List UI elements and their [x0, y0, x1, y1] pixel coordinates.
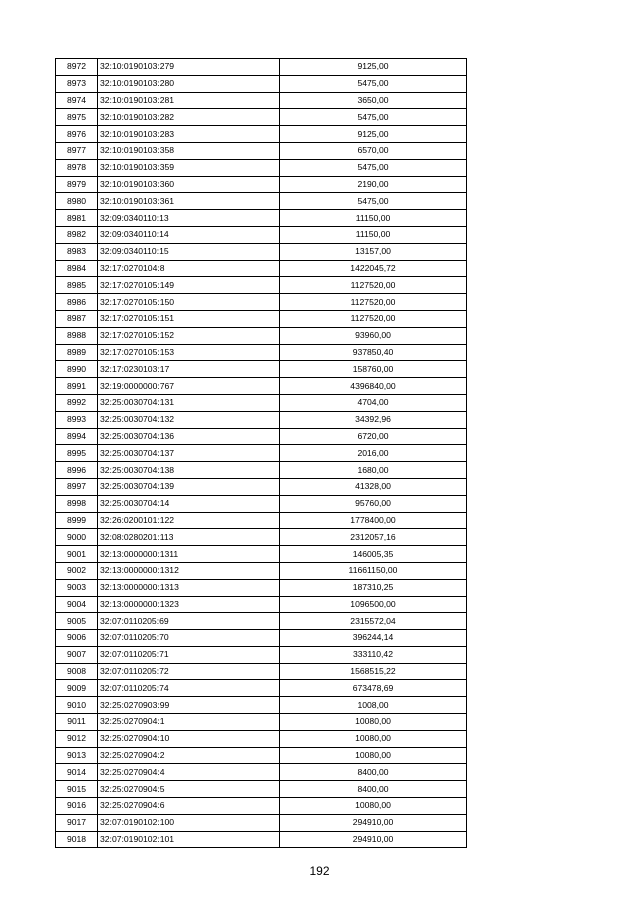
table-row [56, 613, 467, 630]
value-cell: 1422045,72 [280, 260, 467, 277]
cadastral-number-cell: 32:17:0270105:150 [98, 294, 280, 311]
cadastral-number-cell: 32:10:0190103:281 [98, 92, 280, 109]
row-number-cell: 9011 [56, 714, 98, 731]
row-number-cell: 8986 [56, 294, 98, 311]
value-cell: 11150,00 [280, 210, 467, 227]
cadastral-number-cell: 32:07:0110205:70 [98, 630, 280, 647]
row-number-cell: 8980 [56, 193, 98, 210]
row-number-cell: 8978 [56, 159, 98, 176]
table-row [56, 394, 467, 411]
value-cell: 4704,00 [280, 394, 467, 411]
cadastral-number-cell: 32:25:0270904:10 [98, 730, 280, 747]
row-number-cell: 8972 [56, 59, 98, 76]
value-cell: 95760,00 [280, 495, 467, 512]
value-cell: 41328,00 [280, 478, 467, 495]
value-cell: 6570,00 [280, 142, 467, 159]
data-table [55, 58, 467, 848]
value-cell: 187310,25 [280, 579, 467, 596]
row-number-cell: 8988 [56, 327, 98, 344]
table-row [56, 243, 467, 260]
row-number-cell: 9015 [56, 781, 98, 798]
value-cell: 396244,14 [280, 630, 467, 647]
value-cell: 1680,00 [280, 462, 467, 479]
value-cell: 9125,00 [280, 126, 467, 143]
table-row [56, 546, 467, 563]
table-row [56, 529, 467, 546]
cadastral-number-cell: 32:09:0340110:13 [98, 210, 280, 227]
row-number-cell: 9007 [56, 646, 98, 663]
row-number-cell: 8993 [56, 411, 98, 428]
value-cell: 6720,00 [280, 428, 467, 445]
table-row [56, 445, 467, 462]
value-cell: 333110,42 [280, 646, 467, 663]
table-body [56, 59, 467, 848]
cadastral-number-cell: 32:25:0030704:138 [98, 462, 280, 479]
table-row [56, 92, 467, 109]
row-number-cell: 9002 [56, 562, 98, 579]
table-row [56, 798, 467, 815]
value-cell: 3650,00 [280, 92, 467, 109]
table-row [56, 260, 467, 277]
table-row [56, 714, 467, 731]
row-number-cell: 9018 [56, 831, 98, 848]
value-cell: 1568515,22 [280, 663, 467, 680]
cadastral-number-cell: 32:10:0190103:283 [98, 126, 280, 143]
row-number-cell: 8990 [56, 361, 98, 378]
cadastral-number-cell: 32:07:0190102:100 [98, 814, 280, 831]
row-number-cell: 8979 [56, 176, 98, 193]
value-cell: 11150,00 [280, 226, 467, 243]
value-cell: 5475,00 [280, 109, 467, 126]
cadastral-number-cell: 32:07:0110205:72 [98, 663, 280, 680]
cadastral-number-cell: 32:10:0190103:280 [98, 75, 280, 92]
cadastral-number-cell: 32:17:0270105:152 [98, 327, 280, 344]
table-row [56, 159, 467, 176]
cadastral-number-cell: 32:13:0000000:1312 [98, 562, 280, 579]
table-row [56, 193, 467, 210]
row-number-cell: 8987 [56, 310, 98, 327]
row-number-cell: 9008 [56, 663, 98, 680]
row-number-cell: 9001 [56, 546, 98, 563]
cadastral-number-cell: 32:10:0190103:359 [98, 159, 280, 176]
table-row [56, 411, 467, 428]
table-row [56, 176, 467, 193]
table-row [56, 646, 467, 663]
table-row [56, 428, 467, 445]
value-cell: 1096500,00 [280, 596, 467, 613]
value-cell: 673478,69 [280, 680, 467, 697]
value-cell: 294910,00 [280, 831, 467, 848]
cadastral-number-cell: 32:10:0190103:361 [98, 193, 280, 210]
cadastral-number-cell: 32:25:0270904:2 [98, 747, 280, 764]
row-number-cell: 8985 [56, 277, 98, 294]
table-row [56, 562, 467, 579]
cadastral-number-cell: 32:19:0000000:767 [98, 378, 280, 395]
value-cell: 4396840,00 [280, 378, 467, 395]
value-cell: 5475,00 [280, 75, 467, 92]
row-number-cell: 9013 [56, 747, 98, 764]
table-row [56, 142, 467, 159]
row-number-cell: 8973 [56, 75, 98, 92]
row-number-cell: 9009 [56, 680, 98, 697]
value-cell: 1127520,00 [280, 310, 467, 327]
table-row [56, 277, 467, 294]
cadastral-number-cell: 32:17:0270104:8 [98, 260, 280, 277]
cadastral-number-cell: 32:07:0110205:71 [98, 646, 280, 663]
value-cell: 1127520,00 [280, 294, 467, 311]
table-row [56, 210, 467, 227]
cadastral-number-cell: 32:07:0110205:69 [98, 613, 280, 630]
value-cell: 9125,00 [280, 59, 467, 76]
cadastral-number-cell: 32:13:0000000:1311 [98, 546, 280, 563]
cadastral-number-cell: 32:25:0030704:14 [98, 495, 280, 512]
cadastral-number-cell: 32:25:0030704:137 [98, 445, 280, 462]
table-row [56, 747, 467, 764]
table-row [56, 781, 467, 798]
table-row [56, 579, 467, 596]
cadastral-number-cell: 32:25:0270904:4 [98, 764, 280, 781]
cadastral-number-cell: 32:07:0110205:74 [98, 680, 280, 697]
value-cell: 13157,00 [280, 243, 467, 260]
value-cell: 5475,00 [280, 159, 467, 176]
table-row [56, 730, 467, 747]
table-row [56, 59, 467, 76]
cadastral-number-cell: 32:25:0270904:5 [98, 781, 280, 798]
row-number-cell: 8981 [56, 210, 98, 227]
row-number-cell: 8996 [56, 462, 98, 479]
cadastral-number-cell: 32:13:0000000:1323 [98, 596, 280, 613]
value-cell: 2312057,16 [280, 529, 467, 546]
row-number-cell: 9003 [56, 579, 98, 596]
cadastral-number-cell: 32:10:0190103:282 [98, 109, 280, 126]
cadastral-number-cell: 32:17:0270105:153 [98, 344, 280, 361]
value-cell: 158760,00 [280, 361, 467, 378]
value-cell: 294910,00 [280, 814, 467, 831]
value-cell: 93960,00 [280, 327, 467, 344]
cadastral-number-cell: 32:17:0270105:149 [98, 277, 280, 294]
table-row [56, 512, 467, 529]
row-number-cell: 8983 [56, 243, 98, 260]
cadastral-number-cell: 32:25:0270903:99 [98, 697, 280, 714]
row-number-cell: 9017 [56, 814, 98, 831]
table-row [56, 378, 467, 395]
value-cell: 2190,00 [280, 176, 467, 193]
row-number-cell: 8974 [56, 92, 98, 109]
row-number-cell: 9006 [56, 630, 98, 647]
table-row [56, 764, 467, 781]
value-cell: 2315572,04 [280, 613, 467, 630]
value-cell: 146005,35 [280, 546, 467, 563]
cadastral-number-cell: 32:09:0340110:15 [98, 243, 280, 260]
cadastral-number-cell: 32:10:0190103:358 [98, 142, 280, 159]
value-cell: 2016,00 [280, 445, 467, 462]
value-cell: 1778400,00 [280, 512, 467, 529]
row-number-cell: 9010 [56, 697, 98, 714]
table-row [56, 344, 467, 361]
row-number-cell: 8999 [56, 512, 98, 529]
row-number-cell: 8982 [56, 226, 98, 243]
cadastral-number-cell: 32:08:0280201:113 [98, 529, 280, 546]
cadastral-number-cell: 32:10:0190103:360 [98, 176, 280, 193]
table-row [56, 126, 467, 143]
table-row [56, 226, 467, 243]
table-row [56, 109, 467, 126]
row-number-cell: 8997 [56, 478, 98, 495]
row-number-cell: 8992 [56, 394, 98, 411]
cadastral-number-cell: 32:09:0340110:14 [98, 226, 280, 243]
value-cell: 1127520,00 [280, 277, 467, 294]
row-number-cell: 8975 [56, 109, 98, 126]
value-cell: 10080,00 [280, 747, 467, 764]
value-cell: 34392,96 [280, 411, 467, 428]
value-cell: 8400,00 [280, 781, 467, 798]
value-cell: 10080,00 [280, 798, 467, 815]
table-row [56, 630, 467, 647]
table-row [56, 495, 467, 512]
cadastral-number-cell: 32:26:0200101:122 [98, 512, 280, 529]
row-number-cell: 8976 [56, 126, 98, 143]
cadastral-number-cell: 32:25:0030704:132 [98, 411, 280, 428]
cadastral-number-cell: 32:17:0270105:151 [98, 310, 280, 327]
row-number-cell: 9016 [56, 798, 98, 815]
cadastral-number-cell: 32:25:0030704:136 [98, 428, 280, 445]
row-number-cell: 9014 [56, 764, 98, 781]
row-number-cell: 9005 [56, 613, 98, 630]
table-row [56, 478, 467, 495]
table-row [56, 663, 467, 680]
row-number-cell: 9012 [56, 730, 98, 747]
row-number-cell: 8977 [56, 142, 98, 159]
value-cell: 1008,00 [280, 697, 467, 714]
row-number-cell: 8991 [56, 378, 98, 395]
row-number-cell: 8984 [56, 260, 98, 277]
table-row [56, 680, 467, 697]
table-row [56, 697, 467, 714]
table-row [56, 294, 467, 311]
row-number-cell: 8989 [56, 344, 98, 361]
cadastral-number-cell: 32:25:0030704:131 [98, 394, 280, 411]
table-row [56, 327, 467, 344]
table-row [56, 814, 467, 831]
row-number-cell: 8994 [56, 428, 98, 445]
value-cell: 8400,00 [280, 764, 467, 781]
value-cell: 5475,00 [280, 193, 467, 210]
row-number-cell: 9004 [56, 596, 98, 613]
value-cell: 10080,00 [280, 730, 467, 747]
table-row [56, 596, 467, 613]
table-row [56, 310, 467, 327]
row-number-cell: 8998 [56, 495, 98, 512]
cadastral-number-cell: 32:25:0270904:6 [98, 798, 280, 815]
table-row [56, 361, 467, 378]
cadastral-number-cell: 32:17:0230103:17 [98, 361, 280, 378]
cadastral-number-cell: 32:25:0270904:1 [98, 714, 280, 731]
cadastral-number-cell: 32:25:0030704:139 [98, 478, 280, 495]
row-number-cell: 9000 [56, 529, 98, 546]
row-number-cell: 8995 [56, 445, 98, 462]
cadastral-number-cell: 32:07:0190102:101 [98, 831, 280, 848]
cadastral-number-cell: 32:13:0000000:1313 [98, 579, 280, 596]
table-row [56, 831, 467, 848]
cadastral-number-cell: 32:10:0190103:279 [98, 59, 280, 76]
value-cell: 11661150,00 [280, 562, 467, 579]
page-number: 192 [309, 864, 330, 878]
value-cell: 937850,40 [280, 344, 467, 361]
table-row [56, 462, 467, 479]
table-row [56, 75, 467, 92]
value-cell: 10080,00 [280, 714, 467, 731]
